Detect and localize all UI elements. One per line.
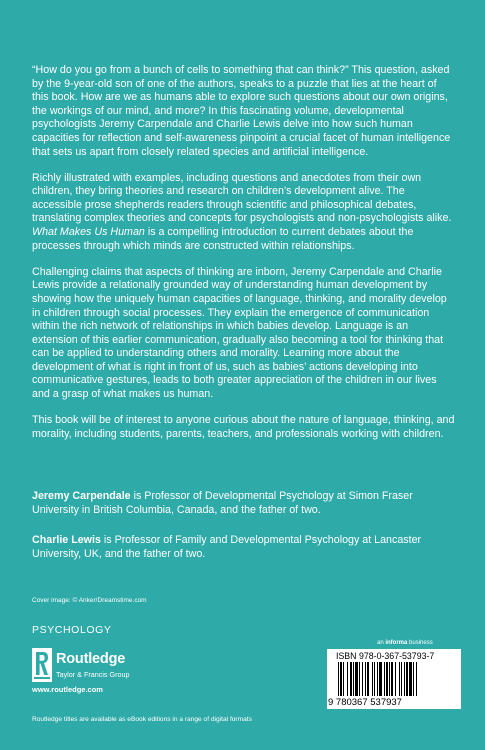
publisher-group: Taylor & Francis Group: [56, 670, 130, 679]
blurb-paragraph-2: [32, 172, 456, 254]
blurb-paragraph-4: This book will be of interest to anyone curious about the nature of language, thinking, and morality, including students, parents, teachers, and professionals working with children.: [32, 414, 455, 440]
informa-suffix: business: [407, 640, 433, 646]
routledge-r-icon: [32, 648, 52, 682]
blurb-text: Richly illustrated with examples, including questions and anecdotes from their own children, they bring theories and research on children’s development alive. The accessible prose shepherds readers through scientific and philosophical debates, translating complex theories and concepts for psychologists and non-psychologists alike.: [32, 171, 452, 225]
ean-digits: 9 780367 537937: [328, 697, 402, 708]
isbn-number: ISBN 978-0-367-53793-7: [336, 651, 435, 661]
publisher-logo: [32, 648, 182, 694]
author-bio-carpendale: [32, 490, 456, 517]
author-name: Jeremy Carpendale: [32, 490, 131, 502]
informa-prefix: an: [377, 640, 386, 646]
ebook-footnote: Routledge titles are available as eBook editions in a range of digital formats: [32, 716, 252, 723]
barcode-bars-icon: [338, 662, 450, 696]
blurb-paragraph-3: Challenging claims that aspects of thinking are inborn, Jeremy Carpendale and Charlie Lewis provide a relationally grounded way of understanding human development by showing how the uniquely human capacities of language, thinking, and morality develop in children through social processes. They explain the emergence of communication within the rich network of relationships in which babies develop. Language is an extension of this earlier communication, gradually also becoming a tool for thinking that can be applied to understanding others and morality. Learning more about the development of what is right in front of us, such as babies’ actions developing into communicative gestures, leads to both greater appreciation of the children in our lives and a grasp of what makes us human.: [32, 265, 447, 401]
back-cover-blurb: [32, 64, 456, 454]
blurb-paragraph-1: “How do you go from a bunch of cells to something that can think?” This question, asked by the 9-year-old son of one of the authors, speaks to a puzzle that lies at the heart of this book. How are we as humans able to explore such questions about our own origins, the workings of our mind, and more? In this fascinating volume, developmental psychologists Jeremy Carpendale and Charlie Lewis delve into how such human capacities for reflection and self-awareness pinpoint a crucial facet of human intelligence that sets us apart from closely related species and artificial intelligence.: [32, 64, 451, 158]
author-bio-text: is Professor of Family and Developmental Psychology at Lancaster University, UK, and the father of two.: [32, 534, 422, 560]
author-bio-text: is Professor of Developmental Psychology at Simon Fraser University in British Columbia, Canada, and the father of two.: [32, 490, 413, 516]
subject-category: PSYCHOLOGY: [32, 624, 112, 636]
informa-business-tag: [377, 640, 433, 646]
publisher-url: www.routledge.com: [32, 685, 103, 694]
publisher-name: Routledge: [56, 651, 126, 667]
cover-image-credit: Cover image: © Anker/Dreamstime.com: [32, 597, 147, 604]
author-bio-lewis: [32, 534, 456, 561]
blurb-text: is a compelling introduction to current debates about the processes through which minds are constructed within relationships.: [32, 226, 414, 252]
book-title-italic: What Makes Us Human: [32, 226, 145, 239]
author-name: Charlie Lewis: [32, 534, 101, 546]
informa-word: informa: [385, 640, 408, 646]
isbn-barcode: [327, 649, 461, 709]
